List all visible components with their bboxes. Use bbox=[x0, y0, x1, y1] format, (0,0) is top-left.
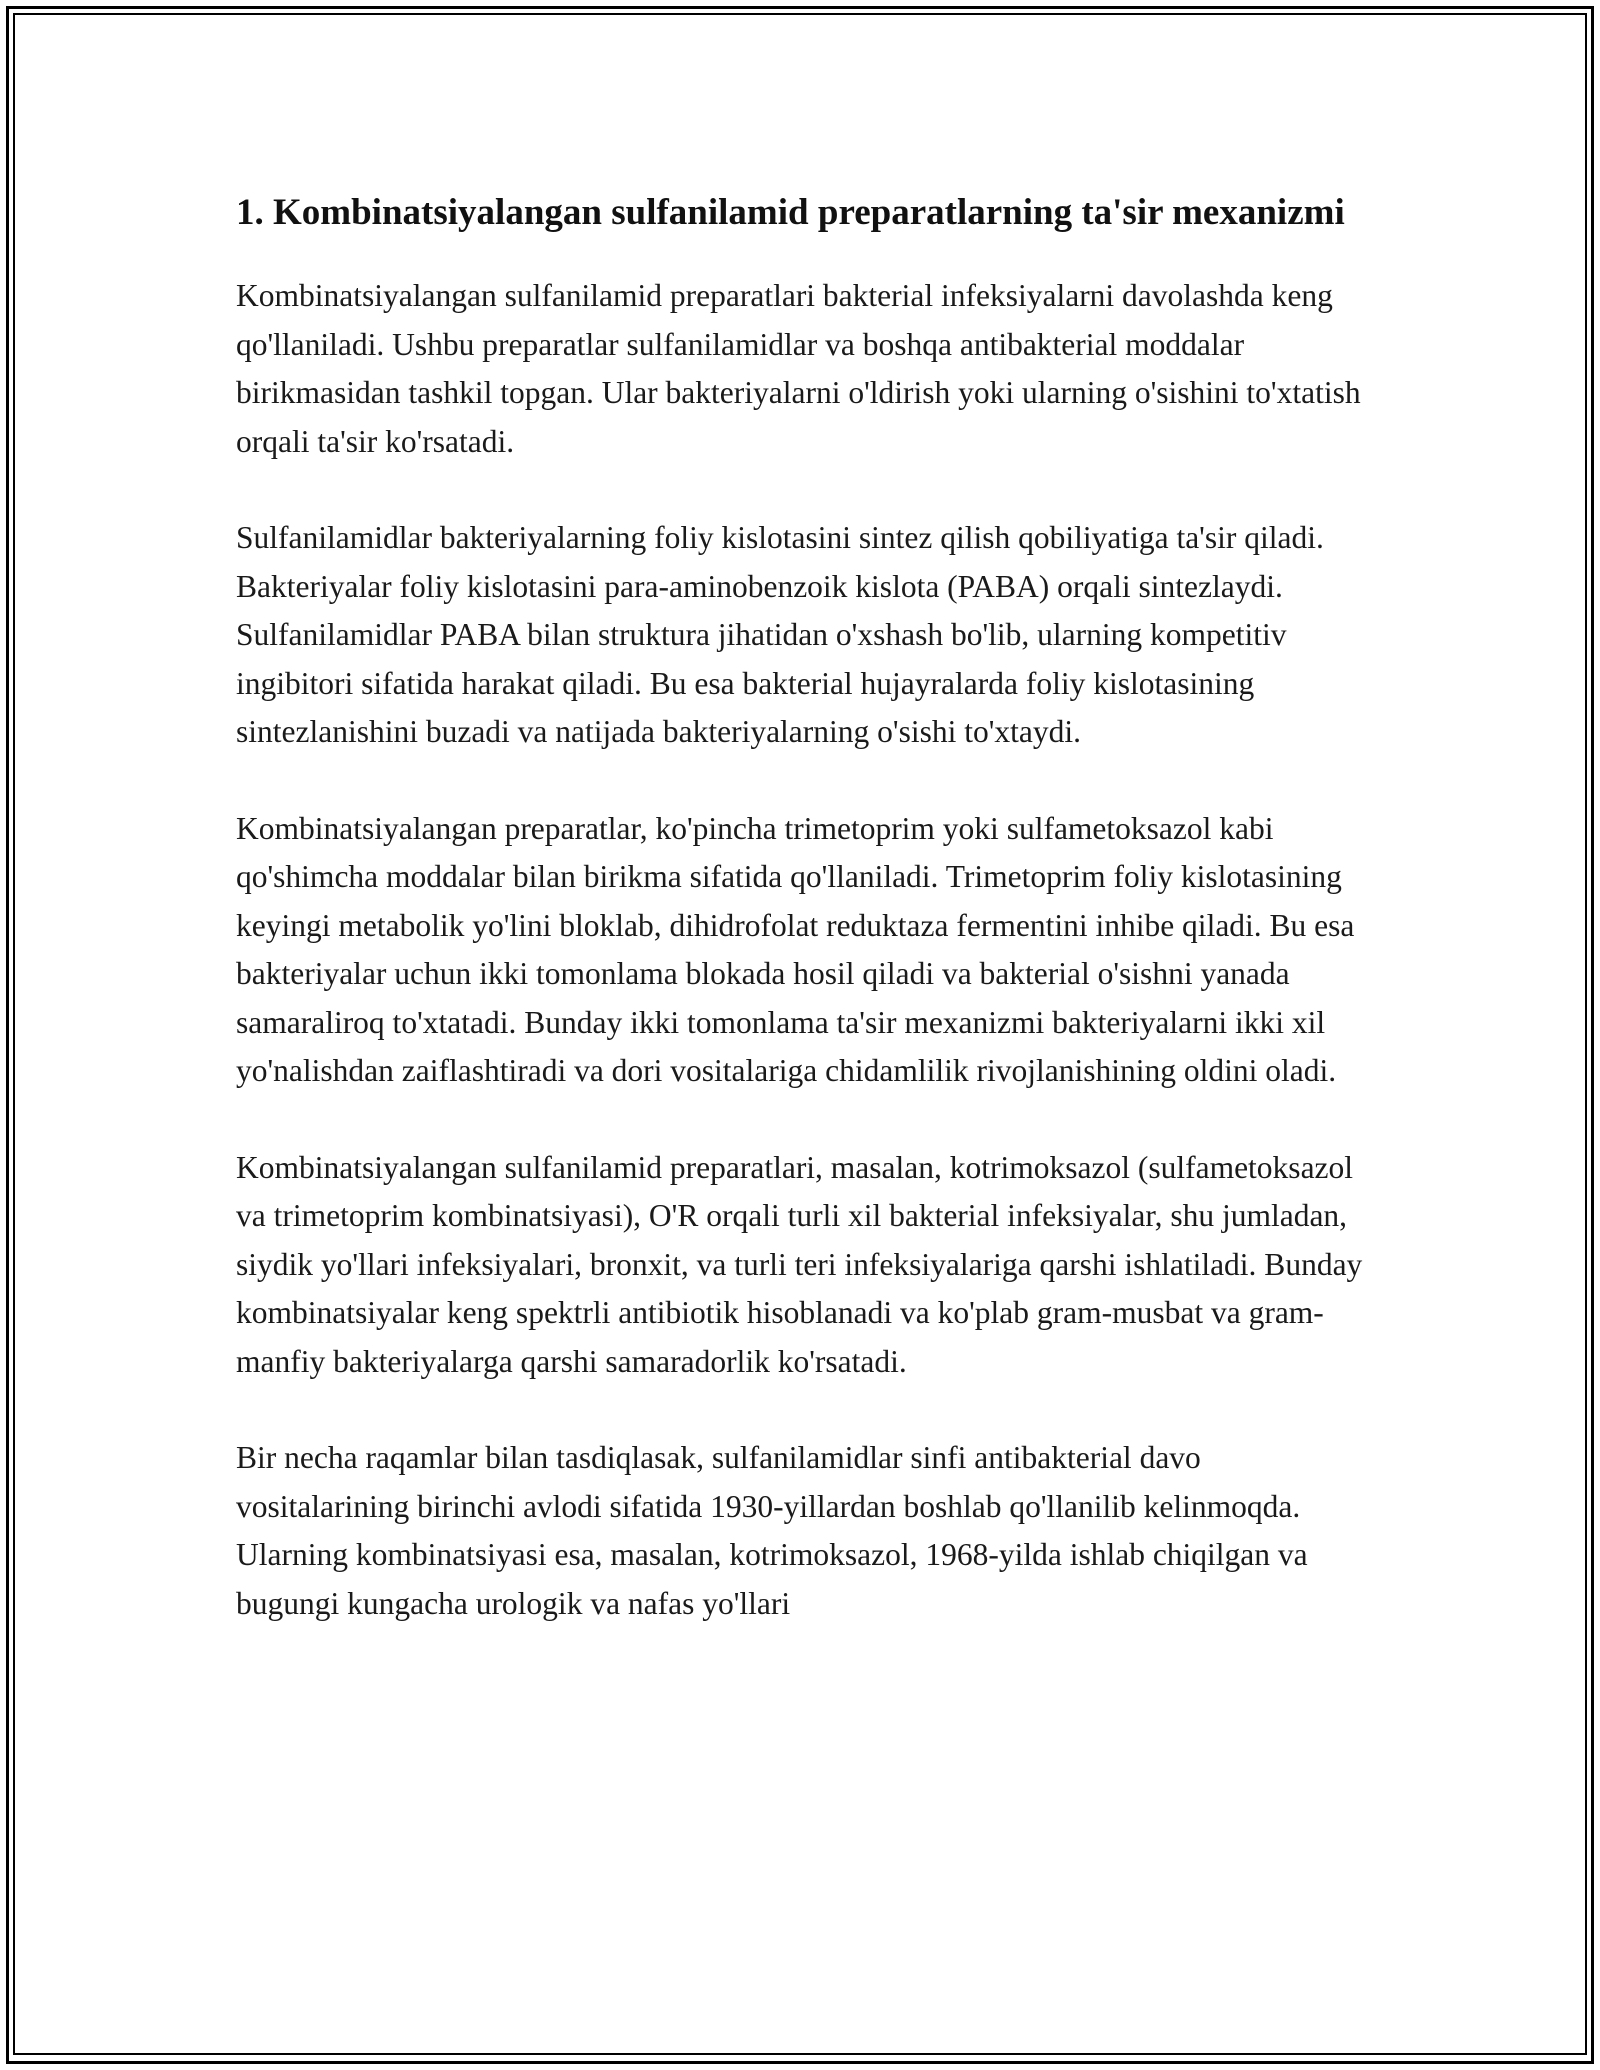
paragraph-4: Kombinatsiyalangan sulfanilamid preparatlari, masalan, kotrimoksazol (sulfametoksazol va trimetoprim kombinatsiyasi), O'R orqali turli xil bakterial infeksiyalar, shu jumladan, siydik yo'llari infeksiyalari, bronxit, va turli teri infeksiyalariga qarshi ishlatiladi. Bunday kombinatsiyalar keng spektrli antibiotik hisoblanadi va ko'plab gram-musbat va gram-manfiy bakteriyalarga qarshi samaradorlik ko'rsatadi. bbox=[236, 1149, 1363, 1379]
paragraph-2: Sulfanilamidlar bakteriyalarning foliy kislotasini sintez qilish qobiliyatiga ta'sir qiladi. Bakteriyalar foliy kislotasini para-aminobenzoik kislota (PABA) orqali sintezlaydi. Sulfanilamidlar PABA bilan struktura jihatidan o'xshash bo'lib, ularning kompetitiv ingibitori sifatida harakat qiladi. Bu esa bakterial hujayralarda foliy kislotasining sintezlanishini buzadi va natijada bakteriyalarning o'sishi to'xtaydi. bbox=[236, 520, 1324, 749]
paragraph-5: Bir necha raqamlar bilan tasdiqlasak, sulfanilamidlar sinfi antibakterial davo vositalarining birinchi avlodi sifatida 1930-yillardan boshlab qo'llanilib kelinmoqda. Ularning kombinatsiyasi esa, masalan, kotrimoksazol, 1968-yilda ishlab chiqilgan va bugungi kungacha urologik va nafas yo'llari bbox=[236, 1440, 1308, 1621]
paragraph-1: Kombinatsiyalangan sulfanilamid preparatlari bakterial infeksiyalarni davolashda keng qo'llaniladi. Ushbu preparatlar sulfanilamidlar va boshqa antibakterial moddalar birikmasidan tashkil topgan. Ular bakteriyalarni o'ldirish yoki ularning o'sishini to'xtatish orqali ta'sir ko'rsatadi. bbox=[236, 278, 1361, 459]
section-heading: 1. Kombinatsiyalangan sulfanilamid preparatlarning ta'sir mexanizmi bbox=[236, 192, 1345, 233]
document-body bbox=[236, 186, 1366, 1676]
paragraph-3: Kombinatsiyalangan preparatlar, ko'pincha trimetoprim yoki sulfametoksazol kabi qo'shimcha moddalar bilan birikma sifatida qo'llaniladi. Trimetoprim foliy kislotasining keyingi metabolik yo'lini bloklab, dihidrofolat reduktaza fermentini inhibe qiladi. Bu esa bakteriyalar uchun ikki tomonlama blokada hosil qiladi va bakterial o'sishni yanada samaraliroq to'xtatadi. Bunday ikki tomonlama ta'sir mexanizmi bakteriyalarni ikki xil yo'nalishdan zaiflashtiradi va dori vositalariga chidamlilik rivojlanishining oldini oladi. bbox=[236, 810, 1355, 1088]
